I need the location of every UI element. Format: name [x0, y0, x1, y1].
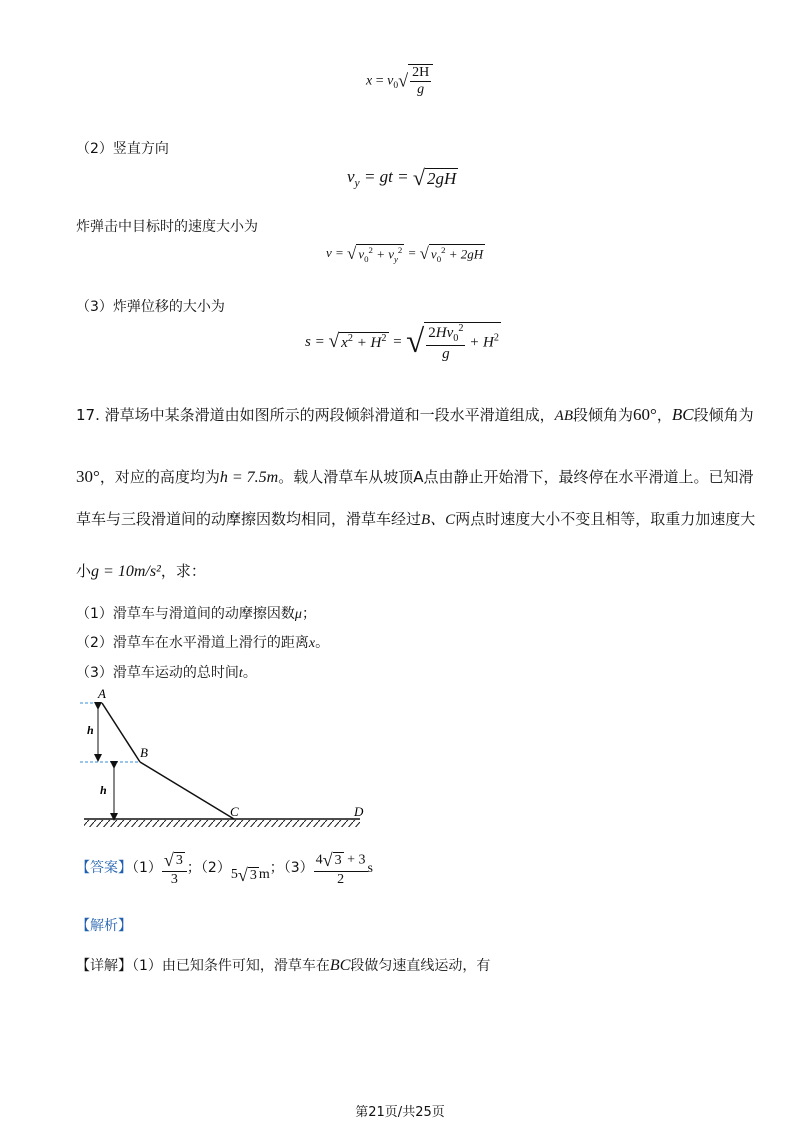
answer-1: $\frac{√ 3}{3}$ — [162, 861, 187, 876]
answer-line: 【答案】（1） $\frac{√ 3}{3}$ ；（2）5√ 3 m；（3） $\frac{4√ 3 + 3}{2}$ s — [76, 850, 373, 887]
answer-tag: 【答案】 — [76, 860, 132, 877]
problem-number: 17. — [76, 406, 100, 424]
part2-label: （2）竖直方向 — [76, 141, 169, 157]
question-1: （1）滑草车与滑道间的动摩擦因数μ； — [76, 606, 316, 622]
answer-2: 5√ 3 m — [230, 864, 270, 885]
question-2: （2）滑草车在水平滑道上滑行的距离x。 — [76, 635, 330, 651]
problem-line-1: 17. 滑草场中某条滑道由如图所示的两段倾斜滑道和一段水平滑道组成，AB段倾角为60°，BC段倾角为 — [76, 405, 754, 424]
equation-displacement: s = √ $x^2 + H^2$ = √ $\frac{2Hv_0^2}{g}$ + $H^2$ — [305, 323, 499, 362]
point-c-label: C — [230, 804, 239, 819]
slope-ab — [102, 703, 140, 762]
ground-hatch — [84, 820, 360, 827]
slope-bc — [140, 762, 234, 819]
height-label-lower: h — [100, 783, 107, 797]
analysis-tag: 【解析】 — [76, 918, 132, 934]
page-footer: 第21页/共25页 — [355, 1105, 445, 1120]
hit-speed-label: 炸弹击中目标时的速度大小为 — [76, 219, 258, 235]
equation-horizontal-range: $x = v_0√$ $\frac{2H}{g}$ — [366, 64, 433, 98]
detail-line: 【详解】（1）由已知条件可知，滑草车在BC段做匀速直线运动，有 — [76, 957, 491, 974]
point-a-label: A — [98, 686, 106, 701]
question-3: （3）滑草车运动的总时间t。 — [76, 665, 257, 681]
equation-vertical-velocity: $v_y$ = gt = √ 2gH — [347, 165, 457, 190]
problem-line-2: 30°，对应的高度均为h = 7.5m。载人滑草车从坡顶A点由静止开始滑下，最终停在水平滑道上。已知滑 — [76, 467, 754, 486]
problem-line-3: 草车与三段滑道间的动摩擦因数均相同，滑草车经过B、C两点时速度大小不变且相等，取重力加速度大 — [76, 510, 756, 528]
answer-3: $\frac{4√ 3 + 3}{2}$ s — [315, 850, 373, 887]
height-label-upper: h — [87, 723, 94, 737]
problem-line-4: 小g = 10m/s²，求： — [76, 562, 206, 580]
point-b-label: B — [140, 745, 148, 760]
slope-diagram — [80, 686, 380, 832]
point-d-label: D — [354, 804, 364, 819]
part3-label: （3）炸弹位移的大小为 — [76, 299, 225, 315]
equation-impact-speed: v = √ $v_0^2 + v_y^2$ = √ $v_0^2 + 2gH$ — [326, 244, 484, 264]
